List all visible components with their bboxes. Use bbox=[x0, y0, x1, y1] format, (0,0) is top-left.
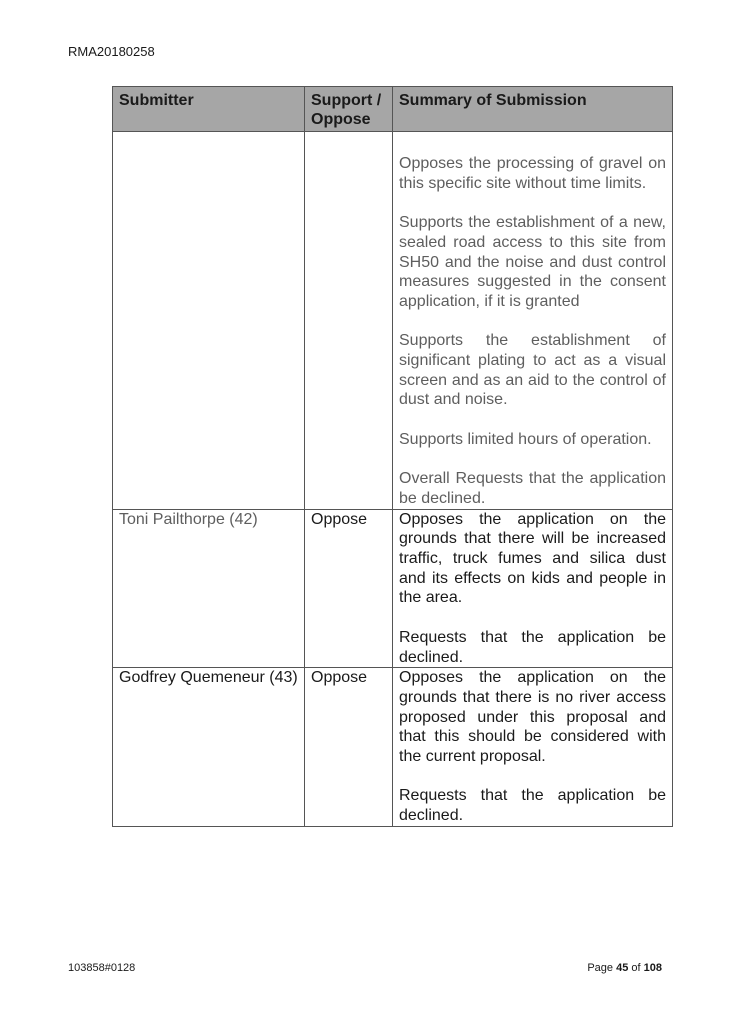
table-row bbox=[113, 132, 673, 510]
summary-paragraph: Supports limited hours of operation. bbox=[399, 430, 652, 448]
column-header-support-oppose: Support / Oppose bbox=[305, 87, 393, 132]
summary-paragraph: Opposes the processing of gravel on this specific site without time limits. bbox=[399, 155, 666, 192]
table-row bbox=[113, 509, 673, 668]
summary-paragraph: Supports the establishment of significant plating to act as a visual screen and as an aid to the control of dust and noise. bbox=[399, 332, 666, 409]
summary-paragraph: Opposes the application on the grounds that there is no river access proposed under this proposal and that this should be considered with the current proposal. bbox=[399, 669, 666, 766]
page-label: Page bbox=[587, 962, 614, 974]
submitter-cell: Toni Pailthorpe (42) bbox=[113, 509, 305, 668]
page-current: 45 bbox=[616, 962, 629, 974]
table-header-row bbox=[113, 87, 673, 132]
document-number: 103858#0128 bbox=[68, 962, 136, 974]
column-header-submitter: Submitter bbox=[113, 87, 305, 132]
submissions-table bbox=[112, 86, 673, 827]
summary-paragraph: Requests that the application be declined. bbox=[399, 787, 666, 825]
summary-paragraph: Requests that the application be declined. bbox=[399, 628, 666, 666]
summary-paragraph: Opposes the application on the grounds that there will be increased traffic, truck fumes and silica dust and its effects on kids and people in the area. bbox=[399, 510, 666, 607]
page-number bbox=[587, 962, 662, 974]
document-reference: RMA20180258 bbox=[68, 44, 155, 59]
submitter-cell bbox=[113, 132, 305, 510]
page-of: of bbox=[631, 962, 641, 974]
summary-paragraph: Overall Requests that the application be declined. bbox=[399, 470, 666, 507]
table-row bbox=[113, 668, 673, 827]
position-cell: Oppose bbox=[305, 668, 393, 827]
summary-cell bbox=[393, 509, 673, 668]
page-total: 108 bbox=[643, 962, 662, 974]
summary-cell bbox=[393, 132, 673, 510]
summary-cell bbox=[393, 668, 673, 827]
column-header-summary: Summary of Submission bbox=[393, 87, 673, 132]
submitter-cell: Godfrey Quemeneur (43) bbox=[113, 668, 305, 827]
summary-paragraph: Supports the establishment of a new, sealed road access to this site from SH50 and the noise and dust control measures suggested in the consent application, if it is granted bbox=[399, 214, 666, 310]
position-cell bbox=[305, 132, 393, 510]
position-cell: Oppose bbox=[305, 509, 393, 668]
